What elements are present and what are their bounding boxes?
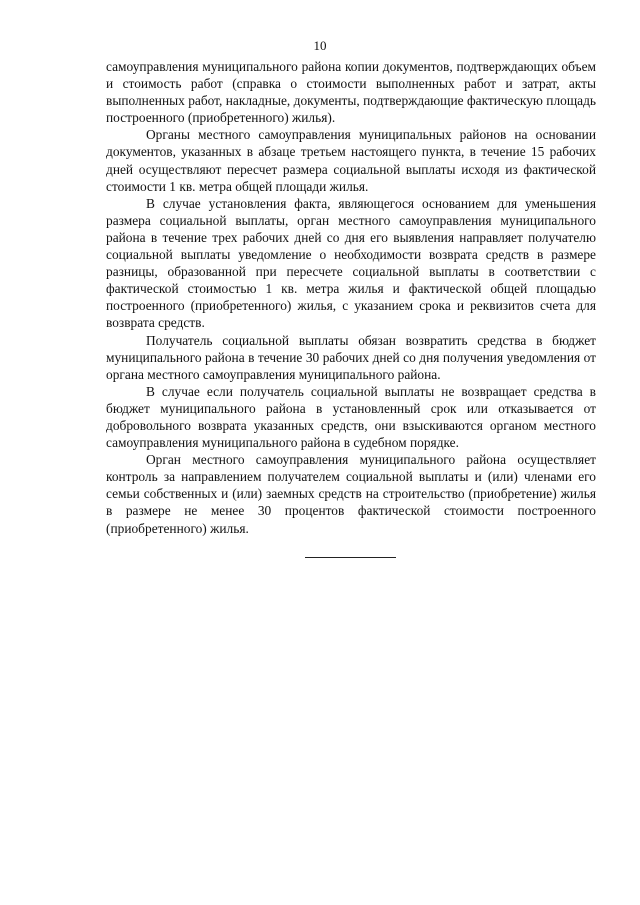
- paragraph-1: самоуправления муниципального района копии документов, подтверждающих объем и стоимость работ (справка о стоимости выполненных работ и затрат, акты выполненных работ, накладные, документы, подтверждающие фактическую площадь построенного (приобретенного) жилья).: [106, 59, 596, 126]
- end-separator-line: [305, 557, 396, 558]
- page-number: 10: [313, 38, 327, 53]
- paragraph-4: Получатель социальной выплаты обязан возвратить средства в бюджет муниципального района в течение 30 рабочих дней со дня получения уведомления от органа местного самоуправления муниципального района.: [106, 332, 596, 382]
- paragraph-6: Орган местного самоуправления муниципального района осуществляет контроль за направлением получателем социальной выплаты и (или) членами его семьи собственных и (или) заемных средств на строительство (приобретение) жилья в размере не менее 30 процентов фактической стоимости построенного (приобретенного) жилья.: [106, 452, 596, 536]
- paragraph-2: Органы местного самоуправления муниципальных районов на основании документов, указанных в абзаце третьем настоящего пункта, в течение 15 рабочих дней осуществляют пересчет размера социальной выплаты исходя из фактической стоимости 1 кв. метра общей площади жилья.: [106, 127, 596, 194]
- paragraph-3: В случае установления факта, являющегося основанием для уменьшения размера социальной выплаты, орган местного самоуправления муниципального района в течение трех рабочих дней со дня его выявления направляет получателю социальной выплаты уведомление о необходимости возврата средств в размере разницы, образованной при пересчете социальной выплаты в соответствии с фактической стоимостью 1 кв. метра жилья и фактической общей площадью построенного (приобретенного) жилья, с указанием срока и реквизитов счета для возврата средств.: [106, 195, 596, 331]
- body-text: [106, 58, 596, 537]
- paragraph-5: В случае если получатель социальной выплаты не возвращает средства в бюджет муниципального района в установленный срок или отказывается от добровольного возврата указанных средств, они взыскиваются органом местного самоуправления муниципального района в судебном порядке.: [106, 383, 596, 451]
